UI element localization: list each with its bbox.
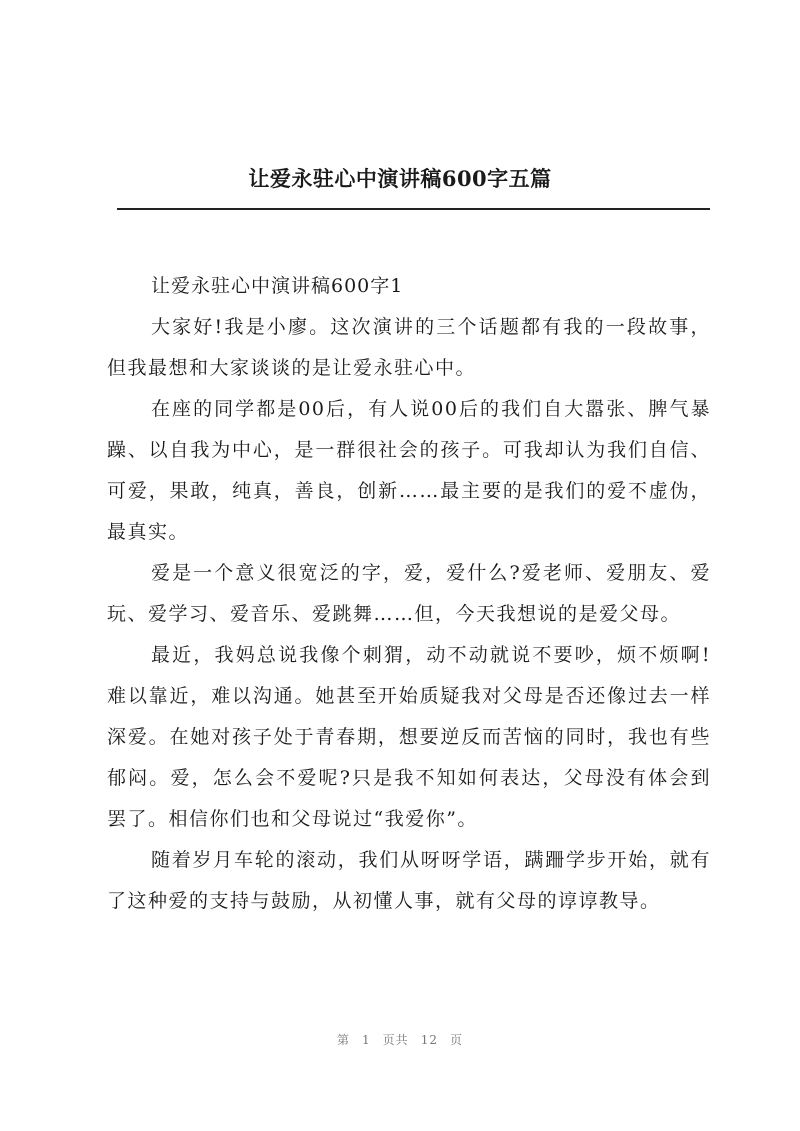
- document-title: 让爱永驻心中演讲稿600字五篇: [248, 166, 552, 191]
- footer-page-number: 1: [362, 1033, 371, 1047]
- footer-mid: 页共: [382, 1033, 409, 1047]
- paragraph-3: 爱是一个意义很宽泛的字，爱，爱什么?爱老师、爱朋友、爱玩、爱学习、爱音乐、爱跳舞……但，今天我想说的是爱父母。: [107, 562, 711, 625]
- paragraph-4: 最近，我妈总说我像个刺猬，动不动就说不要吵，烦不烦啊!难以靠近，难以沟通。她甚至开始质疑我对父母是否还像过去一样深爱。在她对孩子处于青春期，想要逆反而苦恼的同时，我也有些郁闷。爱，怎么会不爱呢?只是我不知如何表达，父母没有体会到罢了。相信你们也和父母说过“我爱你”。: [107, 644, 711, 830]
- page-footer: [0, 1031, 800, 1048]
- title-divider: [117, 208, 710, 210]
- paragraph-1: 大家好!我是小廖。这次演讲的三个话题都有我的一段故事，但我最想和大家谈谈的是让爱永驻心中。: [107, 316, 711, 379]
- document-body: [107, 266, 711, 922]
- section-heading: 让爱永驻心中演讲稿600字1: [151, 275, 404, 297]
- footer-prefix: 第: [337, 1033, 351, 1047]
- footer-suffix: 页: [449, 1033, 463, 1047]
- paragraph-5: 随着岁月车轮的滚动，我们从呀呀学语，蹒跚学步开始，就有了这种爱的支持与鼓励，从初懂人事，就有父母的谆谆教导。: [107, 849, 711, 912]
- footer-total-pages: 12: [420, 1033, 438, 1047]
- paragraph-2: 在座的同学都是00后，有人说00后的我们自大嚣张、脾气暴躁、以自我为中心，是一群很社会的孩子。可我却认为我们自信、可爱，果敢，纯真，善良，创新……最主要的是我们的爱不虚伪，最真实。: [107, 398, 711, 543]
